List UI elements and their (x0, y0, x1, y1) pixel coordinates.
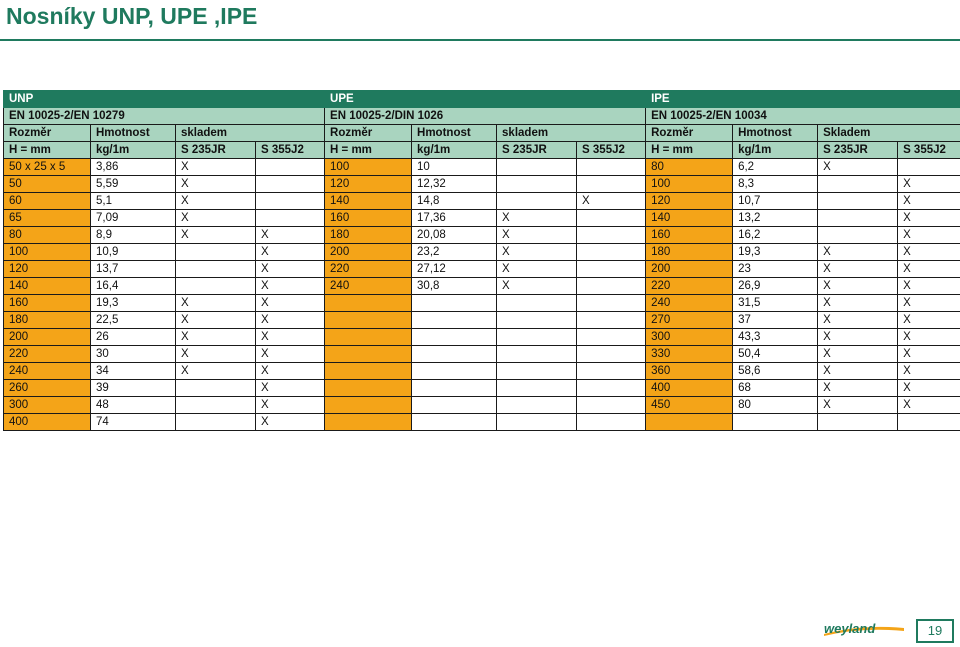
table-cell: 17,36 (412, 210, 497, 227)
table-cell: X (176, 295, 256, 312)
unit-cell: kg/1m (412, 142, 497, 159)
table-cell (497, 329, 577, 346)
table-cell: 220 (646, 278, 733, 295)
table-cell (646, 414, 733, 431)
table-cell: X (898, 227, 960, 244)
table-cell: X (256, 414, 325, 431)
table-cell: 180 (646, 244, 733, 261)
table-cell: 12,32 (412, 176, 497, 193)
table-cell: X (256, 380, 325, 397)
unit-cell: H = mm (4, 142, 91, 159)
table-cell: 16,4 (91, 278, 176, 295)
table-cell: X (497, 210, 577, 227)
table-row (4, 346, 960, 363)
group-norm: EN 10025-2/EN 10279 (4, 108, 325, 125)
table-cell: 120 (325, 176, 412, 193)
table-cell: 58,6 (733, 363, 818, 380)
table-cell: X (256, 227, 325, 244)
table-cell: 13,2 (733, 210, 818, 227)
table-cell (497, 414, 577, 431)
table-cell: 37 (733, 312, 818, 329)
table-cell (256, 159, 325, 176)
page-title: Nosníky UNP, UPE ,IPE (6, 3, 258, 29)
table-cell: X (818, 397, 898, 414)
table-cell: 74 (91, 414, 176, 431)
table-cell (818, 227, 898, 244)
table-cell: X (818, 346, 898, 363)
unit-cell: kg/1m (733, 142, 818, 159)
unit-cell: S 355J2 (577, 142, 646, 159)
table-row (4, 210, 960, 227)
table-cell (412, 312, 497, 329)
table-cell (733, 414, 818, 431)
table-cell: X (176, 312, 256, 329)
table-cell: X (497, 244, 577, 261)
table-cell: 30 (91, 346, 176, 363)
table-cell: 6,2 (733, 159, 818, 176)
table-cell: 80 (646, 159, 733, 176)
table-cell (412, 329, 497, 346)
table-cell: X (176, 329, 256, 346)
table-cell (412, 414, 497, 431)
table-cell: X (176, 176, 256, 193)
table-cell (176, 380, 256, 397)
table-cell: 330 (646, 346, 733, 363)
label-row (4, 125, 960, 142)
group-name: UPE (325, 91, 646, 108)
group-norm: EN 10025-2/EN 10034 (646, 108, 960, 125)
table-cell (818, 193, 898, 210)
table-cell (577, 278, 646, 295)
table-cell: 300 (646, 329, 733, 346)
table-cell (577, 176, 646, 193)
table-cell: 60 (4, 193, 91, 210)
label-cell: Hmotnost (91, 125, 176, 142)
unit-cell: kg/1m (91, 142, 176, 159)
norm-row (4, 108, 960, 125)
table-cell: X (497, 227, 577, 244)
table-cell: 160 (325, 210, 412, 227)
table-cell: X (256, 244, 325, 261)
table-cell (325, 397, 412, 414)
label-cell: skladem (497, 125, 646, 142)
table-row (4, 159, 960, 176)
table-cell: X (176, 193, 256, 210)
table-cell: 100 (646, 176, 733, 193)
table-cell: 27,12 (412, 261, 497, 278)
unit-cell: S 235JR (176, 142, 256, 159)
table-cell: X (176, 363, 256, 380)
table-cell (818, 210, 898, 227)
table-cell: X (898, 295, 960, 312)
table-cell: X (898, 244, 960, 261)
table-cell: 7,09 (91, 210, 176, 227)
table-cell (176, 261, 256, 278)
table-row (4, 380, 960, 397)
table-cell: 140 (646, 210, 733, 227)
table-cell: 120 (646, 193, 733, 210)
table-cell: X (898, 329, 960, 346)
table-cell: 200 (646, 261, 733, 278)
table-cell: X (898, 176, 960, 193)
table-cell (176, 397, 256, 414)
table-cell: 22,5 (91, 312, 176, 329)
table-cell (256, 210, 325, 227)
unit-cell: H = mm (325, 142, 412, 159)
table-cell: 100 (4, 244, 91, 261)
table-cell: X (497, 261, 577, 278)
table-cell (497, 346, 577, 363)
table-cell: X (898, 278, 960, 295)
table-cell: X (497, 278, 577, 295)
table-cell: 180 (4, 312, 91, 329)
table-cell (412, 346, 497, 363)
table-row (4, 312, 960, 329)
beam-table (3, 90, 960, 431)
unit-cell: S 355J2 (256, 142, 325, 159)
table-cell: 26 (91, 329, 176, 346)
table-cell (497, 193, 577, 210)
table-cell (256, 176, 325, 193)
table-cell: 220 (325, 261, 412, 278)
table-cell: X (577, 193, 646, 210)
weyland-logo (822, 622, 906, 638)
table-row (4, 261, 960, 278)
label-cell: skladem (176, 125, 325, 142)
table-cell (497, 312, 577, 329)
table-cell: X (256, 295, 325, 312)
table-row (4, 244, 960, 261)
table-cell: 8,3 (733, 176, 818, 193)
table-cell: X (818, 329, 898, 346)
table-cell (577, 295, 646, 312)
table-cell: X (898, 380, 960, 397)
table-cell: X (256, 261, 325, 278)
table-cell: X (818, 244, 898, 261)
table-cell (325, 414, 412, 431)
table-cell (412, 380, 497, 397)
table-cell: 200 (4, 329, 91, 346)
table-cell (325, 380, 412, 397)
table-row (4, 227, 960, 244)
group-name: IPE (646, 91, 960, 108)
table-cell (818, 176, 898, 193)
table-cell: 10,9 (91, 244, 176, 261)
table-cell (577, 244, 646, 261)
table-cell: 10 (412, 159, 497, 176)
table-cell (325, 312, 412, 329)
table-cell: 200 (325, 244, 412, 261)
group-name-row (4, 91, 960, 108)
table-cell: 260 (4, 380, 91, 397)
table-cell: 3,86 (91, 159, 176, 176)
table-cell: 80 (733, 397, 818, 414)
table-cell: 450 (646, 397, 733, 414)
table-cell: 48 (91, 397, 176, 414)
page-number: 19 (916, 619, 954, 643)
table-cell: 140 (325, 193, 412, 210)
table-cell: 300 (4, 397, 91, 414)
table-cell (176, 414, 256, 431)
table-cell: X (898, 346, 960, 363)
table-cell: X (176, 227, 256, 244)
table-cell: 26,9 (733, 278, 818, 295)
table-cell: X (818, 380, 898, 397)
unit-row (4, 142, 960, 159)
table-cell: 23 (733, 261, 818, 278)
unit-cell: S 355J2 (898, 142, 960, 159)
table-cell (412, 397, 497, 414)
table-cell: 400 (646, 380, 733, 397)
table-row (4, 278, 960, 295)
table-cell: 270 (646, 312, 733, 329)
table-cell: 120 (4, 261, 91, 278)
table-cell: X (898, 193, 960, 210)
table-cell: 160 (646, 227, 733, 244)
table-cell (176, 244, 256, 261)
table-cell: X (818, 159, 898, 176)
table-cell (325, 295, 412, 312)
table-cell: 8,9 (91, 227, 176, 244)
table-cell (325, 346, 412, 363)
table-cell: 68 (733, 380, 818, 397)
table-cell (497, 397, 577, 414)
table-row (4, 329, 960, 346)
table-cell (577, 261, 646, 278)
table-cell: 160 (4, 295, 91, 312)
table-cell: 16,2 (733, 227, 818, 244)
table-cell: X (898, 312, 960, 329)
table-cell: 220 (4, 346, 91, 363)
table-cell: X (256, 312, 325, 329)
table-cell (176, 278, 256, 295)
table-cell: 50,4 (733, 346, 818, 363)
table-cell: 20,08 (412, 227, 497, 244)
table-cell (497, 295, 577, 312)
title-divider (0, 39, 960, 41)
label-cell: Hmotnost (412, 125, 497, 142)
table-cell: 39 (91, 380, 176, 397)
table-cell: X (256, 397, 325, 414)
table-cell: 400 (4, 414, 91, 431)
unit-cell: S 235JR (497, 142, 577, 159)
table-cell (497, 380, 577, 397)
table-cell: X (818, 278, 898, 295)
table-cell (412, 295, 497, 312)
table-cell (898, 414, 960, 431)
table-cell (577, 159, 646, 176)
table-cell (577, 363, 646, 380)
table-cell: X (898, 363, 960, 380)
table-cell: 43,3 (733, 329, 818, 346)
table-cell: 50 (4, 176, 91, 193)
table-cell: X (176, 159, 256, 176)
table-cell: X (256, 329, 325, 346)
group-norm: EN 10025-2/DIN 1026 (325, 108, 646, 125)
table-cell (577, 397, 646, 414)
table-cell: 23,2 (412, 244, 497, 261)
table-cell: X (818, 261, 898, 278)
label-cell: Skladem (818, 125, 960, 142)
table-cell: 360 (646, 363, 733, 380)
table-cell (497, 363, 577, 380)
table-cell: X (256, 346, 325, 363)
table-cell: 5,59 (91, 176, 176, 193)
table-cell: X (256, 363, 325, 380)
table-cell: X (256, 278, 325, 295)
table-cell (577, 210, 646, 227)
table-cell: X (818, 363, 898, 380)
table-cell: 10,7 (733, 193, 818, 210)
table-row (4, 176, 960, 193)
table-cell: X (898, 397, 960, 414)
table-cell (497, 159, 577, 176)
table-cell (256, 193, 325, 210)
table-row (4, 295, 960, 312)
table-cell: 34 (91, 363, 176, 380)
table-cell: 19,3 (91, 295, 176, 312)
table-cell: 13,7 (91, 261, 176, 278)
table-row (4, 193, 960, 210)
table-cell: 240 (646, 295, 733, 312)
logo-text: weyland (824, 622, 876, 636)
table-row (4, 363, 960, 380)
table-cell: 14,8 (412, 193, 497, 210)
label-cell: Rozměr (646, 125, 733, 142)
table-cell (577, 329, 646, 346)
table-cell (577, 380, 646, 397)
label-cell: Hmotnost (733, 125, 818, 142)
table-cell: 240 (325, 278, 412, 295)
table-cell (497, 176, 577, 193)
table-row (4, 414, 960, 431)
unit-cell: S 235JR (818, 142, 898, 159)
table-cell: 65 (4, 210, 91, 227)
table-cell: X (898, 210, 960, 227)
table-cell: 100 (325, 159, 412, 176)
table-cell (577, 346, 646, 363)
table-cell: X (818, 295, 898, 312)
table-cell: X (176, 210, 256, 227)
table-cell (412, 363, 497, 380)
table-cell: X (176, 346, 256, 363)
table-cell (577, 227, 646, 244)
table-cell: 80 (4, 227, 91, 244)
table-cell: 31,5 (733, 295, 818, 312)
table-row (4, 397, 960, 414)
table-cell (577, 312, 646, 329)
label-cell: Rozměr (4, 125, 91, 142)
group-name: UNP (4, 91, 325, 108)
table-cell: 5,1 (91, 193, 176, 210)
table-cell (325, 329, 412, 346)
table-cell (818, 414, 898, 431)
table-cell: 240 (4, 363, 91, 380)
table-cell: X (898, 261, 960, 278)
table-cell: 30,8 (412, 278, 497, 295)
table-cell (325, 363, 412, 380)
table-cell (898, 159, 960, 176)
unit-cell: H = mm (646, 142, 733, 159)
label-cell: Rozměr (325, 125, 412, 142)
table-cell (577, 414, 646, 431)
table-cell: X (818, 312, 898, 329)
table-cell: 19,3 (733, 244, 818, 261)
table-cell: 140 (4, 278, 91, 295)
table-cell: 50 x 25 x 5 (4, 159, 91, 176)
table-cell: 180 (325, 227, 412, 244)
